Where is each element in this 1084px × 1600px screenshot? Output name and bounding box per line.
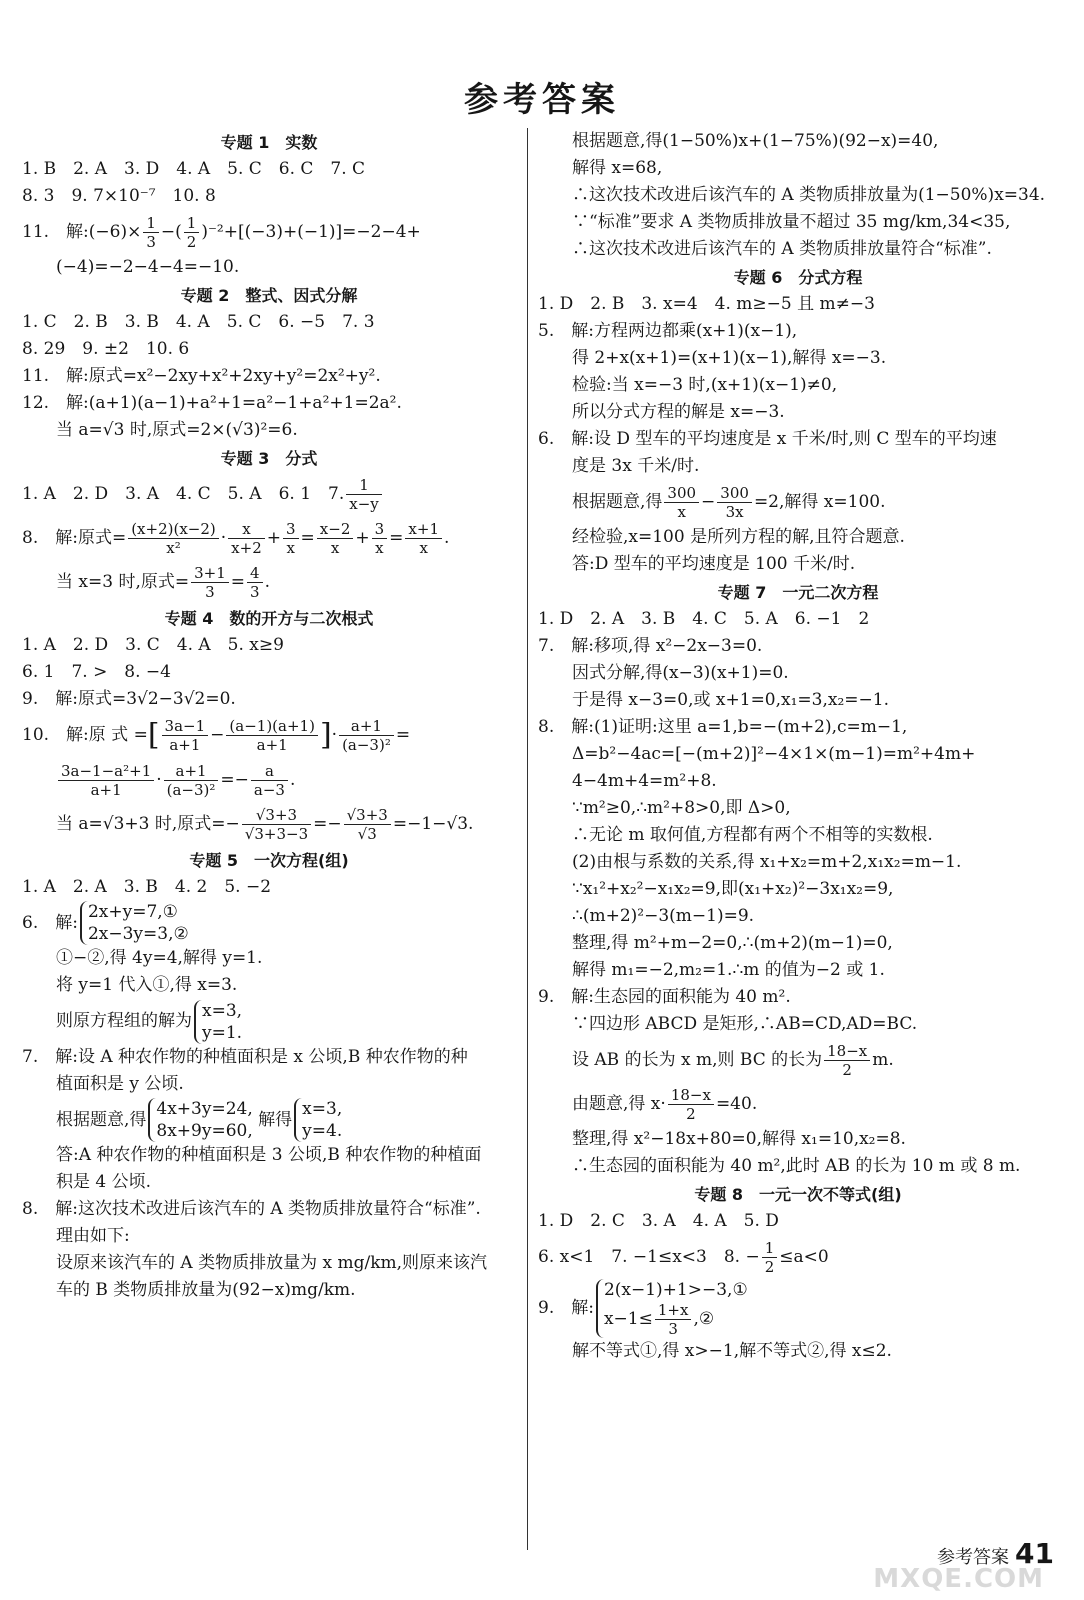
answer-line: 9. 解: 2(x−1)+1>−3,① x−1≤ $\frac{1+x}{3}$ ,② bbox=[538, 1280, 748, 1338]
answer-line: 8. 解:(1)证明:这里 a=1,b=−(m+2),c=m−1, bbox=[538, 717, 908, 737]
answer-line: (2)由根与系数的关系,得 x₁+x₂=m+2,x₁x₂=m−1. bbox=[572, 852, 962, 872]
answer-line: 1. A 2. D 3. C 4. A 5. x≥9 bbox=[22, 635, 284, 655]
answer-line: ∴这次技术改进后该汽车的 A 类物质排放量符合“标准”. bbox=[572, 239, 992, 259]
answer-line: ①−②,得 4y=4,解得 y=1. bbox=[56, 948, 263, 968]
answer-line: (−4)=−2−4−4=−10. bbox=[56, 257, 240, 277]
answer-line: 8. 解:这次技术改进后该汽车的 A 类物质排放量符合“标准”. bbox=[22, 1199, 481, 1219]
answer-line: 解得 x=68, bbox=[572, 158, 663, 178]
page-number: 41 bbox=[1015, 1537, 1054, 1570]
answer-line: 则原方程组的解为 x=3, y=1. bbox=[56, 1000, 243, 1043]
answer-line: ∴这次技术改进后该汽车的 A 类物质排放量为(1−50%)x=34. bbox=[572, 185, 1046, 205]
answer-line: 解不等式①,得 x>−1,解不等式②,得 x≤2. bbox=[572, 1341, 892, 1361]
left-column bbox=[22, 128, 516, 1304]
answer-line: ∵m²≥0,∴m²+8>0,即 Δ>0, bbox=[572, 798, 791, 818]
answer-line: 将 y=1 代入①,得 x=3. bbox=[56, 975, 238, 995]
section-title: 专题 8 一元一次不等式(组) bbox=[694, 1185, 902, 1204]
answer-line: 6. x<1 7. −1≤x<3 8. − $\frac{1}{2}$ ≤a<0 bbox=[538, 1239, 829, 1276]
section-title: 专题 7 一元二次方程 bbox=[717, 583, 879, 602]
answer-line: 8. 29 9. ±2 10. 6 bbox=[22, 339, 190, 359]
page-title: 参考答案 bbox=[464, 80, 620, 120]
answer-line: 答:D 型车的平均速度是 100 千米/时. bbox=[572, 554, 856, 574]
answer-line: ∴无论 m 取何值,方程都有两个不相等的实数根. bbox=[572, 825, 933, 845]
answer-line: 9. 解:生态园的面积能为 40 m². bbox=[538, 987, 791, 1007]
answer-line: 6. 1 7. > 8. −4 bbox=[22, 662, 171, 682]
answer-line: 根据题意,得(1−50%)x+(1−75%)(92−x)=40, bbox=[572, 131, 939, 151]
answer-line: 经检验,x=100 是所列方程的解,且符合题意. bbox=[572, 527, 905, 547]
answer-line: ∵x₁²+x₂²−x₁x₂=9,即(x₁+x₂)²−3x₁x₂=9, bbox=[572, 879, 894, 899]
answer-line: 1. D 2. A 3. B 4. C 5. A 6. −1 2 bbox=[538, 609, 870, 629]
section-title: 专题 5 一次方程(组) bbox=[189, 850, 349, 870]
answer-line: ∵“标准”要求 A 类物质排放量不超过 35 mg/km,34<35, bbox=[572, 212, 1011, 232]
section-title: 专题 3 分式 bbox=[220, 449, 318, 468]
answer-line: 整理,得 x²−18x+80=0,解得 x₁=10,x₂=8. bbox=[572, 1129, 906, 1149]
answer-line: 8. 3 9. 7×10⁻⁷ 10. 8 bbox=[22, 186, 216, 206]
answer-line: 因式分解,得(x−3)(x+1)=0. bbox=[572, 663, 789, 683]
section-title: 专题 6 分式方程 bbox=[733, 268, 863, 287]
answer-line: 当 a=√3+3 时,原式=− $\frac{√3+3}{√3+3-3}$ =− $\frac{√3+3}{√3}$ =−1−√3. bbox=[56, 805, 474, 843]
answer-line: 当 x=3 时,原式= $\frac{3+1}{3}$ = $\frac{4}{3}$ . bbox=[56, 564, 270, 601]
answer-line: 度是 3x 千米/时. bbox=[572, 456, 700, 476]
answer-line: 检验:当 x=−3 时,(x+1)(x−1)≠0, bbox=[572, 375, 838, 395]
answer-line: 11. 解:原式=x²−2xy+x²+2xy+y²=2x²+y². bbox=[22, 366, 381, 386]
answer-line: 1. D 2. C 3. A 4. A 5. D bbox=[538, 1211, 779, 1231]
answer-line: 1. A 2. A 3. B 4. 2 5. −2 bbox=[22, 876, 272, 897]
answer-line: 设原来该汽车的 A 类物质排放量为 x mg/km,则原来该汽 bbox=[56, 1253, 488, 1273]
answer-line: 解得 m₁=−2,m₂=1.∴m 的值为−2 或 1. bbox=[572, 960, 885, 980]
answer-line: 整理,得 m²+m−2=0,∴(m+2)(m−1)=0, bbox=[572, 933, 893, 953]
answer-line: 植面积是 y 公顷. bbox=[56, 1073, 184, 1094]
answer-line: 5. 解:方程两边都乘(x+1)(x−1), bbox=[538, 321, 798, 341]
answer-line: 6. 解:设 D 型车的平均速度是 x 千米/时,则 C 型车的平均速 bbox=[538, 429, 997, 449]
answer-line: 9. 解:原式=3√2−3√2=0. bbox=[22, 689, 236, 709]
answer-line: 11. 解:(−6)× $\frac{1}{3}$ −( $\frac{1}{2}$ )⁻²+[(−3)+(−1)]=−2−4+ bbox=[22, 214, 421, 251]
answer-line: 1. A 2. D 3. A 4. C 5. A 6. 1 7. $\frac{1}{x-y}$ bbox=[22, 472, 516, 516]
answer-line: 由题意,得 x· $\frac{18-x}{2}$ =40. bbox=[572, 1086, 758, 1123]
answer-line: 得 2+x(x+1)=(x+1)(x−1),解得 x=−3. bbox=[572, 348, 887, 368]
answer-line: 当 a=√3 时,原式=2×(√3)²=6. bbox=[56, 420, 298, 440]
answer-line: 10. 解:原 式 =[ $\frac{3a-1}{a+1}$ − $\frac{(a-1)(a+1)}{a+1}$ ]· $\frac{a+1}{\text{(a−3)²}}$ = bbox=[22, 717, 411, 754]
answer-line: 4−4m+4=m²+8. bbox=[572, 771, 717, 791]
answer-line: $\frac{\text{3a−1−a²+1}}{a+1}$ · $\frac{a+1}{\text{(a−3)²}}$ =− $\frac{a}{a-3}$ . bbox=[22, 758, 516, 802]
answer-line: 8. 解:原式= $\frac{(x+2)(x-2)}{\text{x²}}$ · $\frac{x}{x+2}$ + $\frac{3}{x}$ = $\frac{x-2}{x}$ + $\frac{3}{x}$ = $\frac{x+1}{x}$ . bbox=[22, 520, 450, 557]
answer-line: ∵四边形 ABCD 是矩形,∴AB=CD,AD=BC. bbox=[572, 1014, 918, 1034]
answer-line: ∴(m+2)²−3(m−1)=9. bbox=[572, 906, 755, 926]
answer-line: 车的 B 类物质排放量为(92−x)mg/km. bbox=[56, 1280, 356, 1300]
answer-line: 设 AB 的长为 x m,则 BC 的长为 $\frac{18-x}{2}$ m. bbox=[572, 1042, 894, 1079]
section-title: 专题 2 整式、因式分解 bbox=[180, 286, 358, 305]
footer-label: 参考答案 bbox=[937, 1547, 1010, 1568]
column-divider bbox=[527, 128, 528, 1550]
answer-line: 于是得 x−3=0,或 x+1=0,x₁=3,x₂=−1. bbox=[572, 690, 890, 710]
answer-line: 1. D 2. B 3. x=4 4. m≥−5 且 m≠−3 bbox=[538, 294, 875, 314]
answer-line: 1. C 2. B 3. B 4. A 5. C 6. −5 7. 3 bbox=[22, 312, 375, 332]
answer-line: 1. B 2. A 3. D 4. A 5. C 6. C 7. C bbox=[22, 159, 366, 179]
answer-line: 积是 4 公顷. bbox=[56, 1172, 152, 1192]
right-column bbox=[538, 128, 1058, 1365]
answer-line: 理由如下: bbox=[56, 1226, 130, 1246]
answer-line: 6. 解: 2x+y=7,① 2x−3y=3,② bbox=[22, 902, 189, 944]
section-title: 专题 1 实数 bbox=[220, 133, 318, 152]
answer-line: 根据题意,得 $\frac{300}{x}$ − $\frac{300}{3x}$ =2,解得 x=100. bbox=[572, 484, 886, 521]
answer-line: 7. 解:移项,得 x²−2x−3=0. bbox=[538, 636, 763, 656]
answer-line: 根据题意,得 4x+3y=24, 8x+9y=60, 解得 x=3, y=4. bbox=[56, 1099, 343, 1141]
answer-line: 所以分式方程的解是 x=−3. bbox=[572, 402, 785, 422]
watermark: MXQE.COM bbox=[873, 1564, 1044, 1594]
answer-line: 答:A 种农作物的种植面积是 3 公顷,B 种农作物的种植面 bbox=[56, 1145, 482, 1165]
answer-line: 7. 解:设 A 种农作物的种植面积是 x 公顷,B 种农作物的种 bbox=[22, 1046, 468, 1067]
answer-line: Δ=b²−4ac=[−(m+2)]²−4×1×(m−1)=m²+4m+ bbox=[572, 744, 976, 764]
section-title: 专题 4 数的开方与二次根式 bbox=[164, 609, 374, 628]
answer-line: 12. 解:(a+1)(a−1)+a²+1=a²−1+a²+1=2a². bbox=[22, 393, 402, 413]
answer-line: ∴生态园的面积能为 40 m²,此时 AB 的长为 10 m 或 8 m. bbox=[572, 1156, 1021, 1176]
